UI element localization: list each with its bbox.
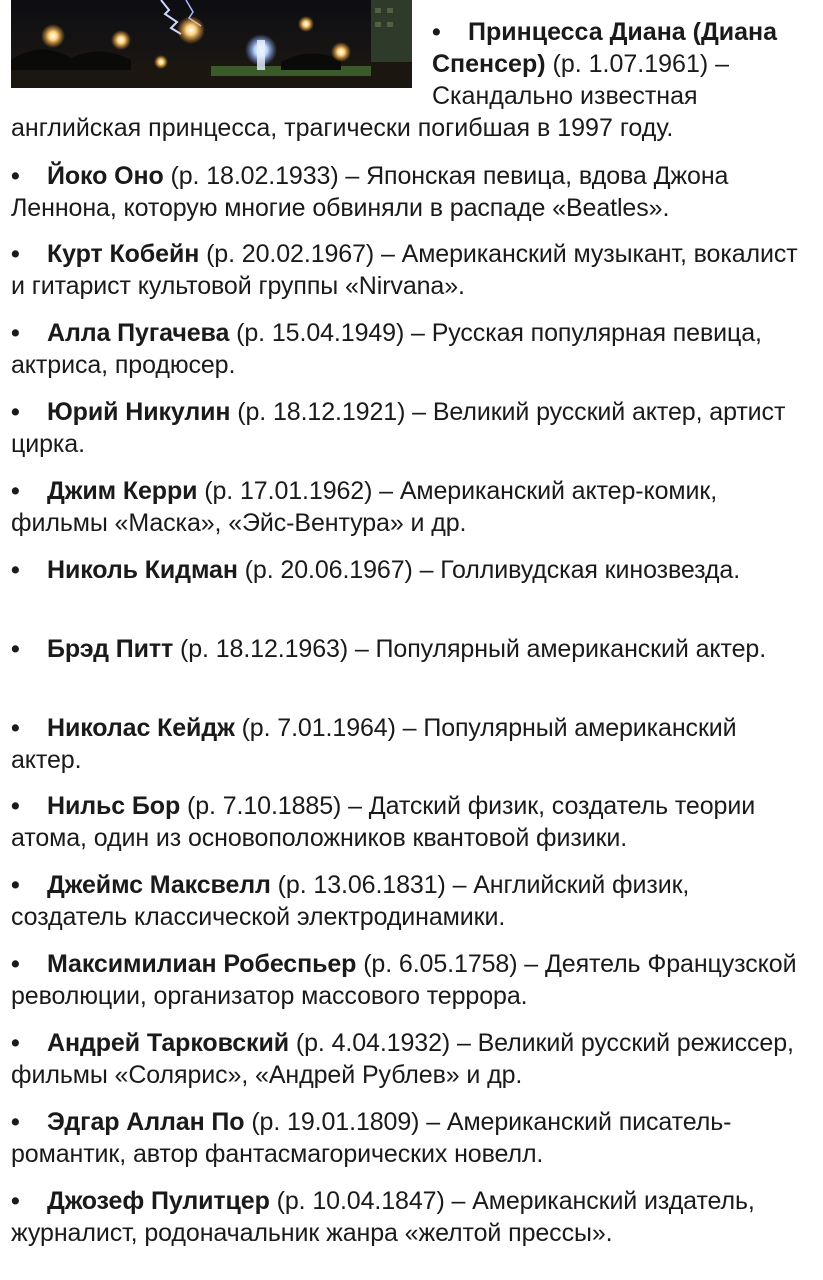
list-item [11, 790, 811, 854]
person-name-cont: Спенсер) [432, 50, 546, 78]
bullet-icon: • [11, 162, 20, 190]
person-description: (р. 13.06.1831) – Английский физик, создатель классической электродинамики. [11, 871, 690, 931]
person-description: английская принцесса, трагически погибшая в 1997 году. [11, 114, 674, 142]
bullet-icon: • [11, 792, 20, 820]
list-item [11, 1106, 811, 1170]
person-description: (р. 18.12.1963) – Популярный американский актер. [173, 635, 767, 663]
list-item-intro [11, 16, 811, 144]
person-name: Джим Керри [47, 477, 198, 505]
list-item [11, 317, 811, 381]
person-description: (р. 4.04.1932) – Великий русский режиссер, фильмы «Солярис», «Андрей Рублев» и др. [11, 1029, 794, 1089]
person-name: Курт Кобейн [47, 240, 200, 268]
bullet-icon: • [11, 398, 20, 426]
person-description: (р. 17.01.1962) – Американский актер-комик, фильмы «Маска», «Эйс-Вентура» и др. [11, 477, 718, 537]
person-name: Принцесса Диана (Диана [468, 18, 778, 46]
person-description: (р. 20.02.1967) – Американский музыкант, вокалист и гитарист культовой группы «Nirvana». [11, 240, 798, 300]
list-item [11, 869, 811, 933]
list-item [11, 238, 811, 302]
bullet-icon: • [11, 1187, 20, 1215]
list-item [11, 948, 811, 1012]
person-description: Скандально известная [432, 82, 698, 110]
bullet-icon: • [11, 477, 20, 505]
person-description: (р. 20.06.1967) – Голливудская кинозвезда. [237, 556, 741, 584]
list-item [11, 475, 811, 539]
person-description: (р. 18.02.1933) – Японская певица, вдова Джона Леннона, которую многие обвиняли в распаде «Beatles». [11, 162, 729, 222]
list-item [11, 554, 811, 586]
person-name: Брэд Питт [47, 635, 174, 663]
person-description: (р. 7.01.1964) – Популярный американский актер. [11, 714, 737, 774]
person-name: Николь Кидман [47, 556, 238, 584]
person-name: Эдгар Аллан По [47, 1108, 245, 1136]
bullet-icon: • [11, 556, 20, 584]
person-name: Андрей Тарковский [47, 1029, 289, 1057]
person-description: (р. 15.04.1949) – Русская популярная певица, актриса, продюсер. [11, 319, 762, 379]
bullet-icon: • [11, 950, 20, 978]
bullet-icon: • [11, 240, 20, 268]
person-description: (р. 19.01.1809) – Американский писатель-романтик, автор фантасмагорических новелл. [11, 1108, 732, 1168]
person-name: Максимилиан Робеспьер [47, 950, 357, 978]
person-description: (р. 6.05.1758) – Деятель Французской революции, организатор массового террора. [11, 950, 797, 1010]
person-name: Йоко Оно [47, 162, 164, 190]
person-name: Юрий Никулин [47, 398, 231, 426]
bullet-icon: • [11, 871, 20, 899]
person-name: Николас Кейдж [47, 714, 235, 742]
list-item [11, 396, 811, 460]
person-description: (р. 7.10.1885) – Датский физик, создатель теории атома, один из основоположников квантовой физики. [11, 792, 756, 852]
person-name: Алла Пугачева [47, 319, 230, 347]
list-item [11, 160, 811, 224]
bullet-icon: • [11, 319, 20, 347]
person-description: (р. 18.12.1921) – Великий русский актер, артист цирка. [11, 398, 786, 458]
bullet-icon: • [11, 635, 20, 663]
bullet-icon: • [432, 18, 441, 46]
list-item [11, 1027, 811, 1091]
list-item [11, 712, 811, 776]
person-name: Джеймс Максвелл [47, 871, 271, 899]
person-name: Джозеф Пулитцер [47, 1187, 270, 1215]
person-name: Нильс Бор [47, 792, 181, 820]
person-description: (р. 1.07.1961) – [545, 50, 730, 78]
person-description: (р. 10.04.1847) – Американский издатель, журналист, родоначальник жанра «желтой прессы». [11, 1187, 755, 1247]
bullet-icon: • [11, 1108, 20, 1136]
bullet-icon: • [11, 1029, 20, 1057]
list-item [11, 1185, 811, 1249]
list-item [11, 633, 811, 665]
bullet-icon: • [11, 714, 20, 742]
